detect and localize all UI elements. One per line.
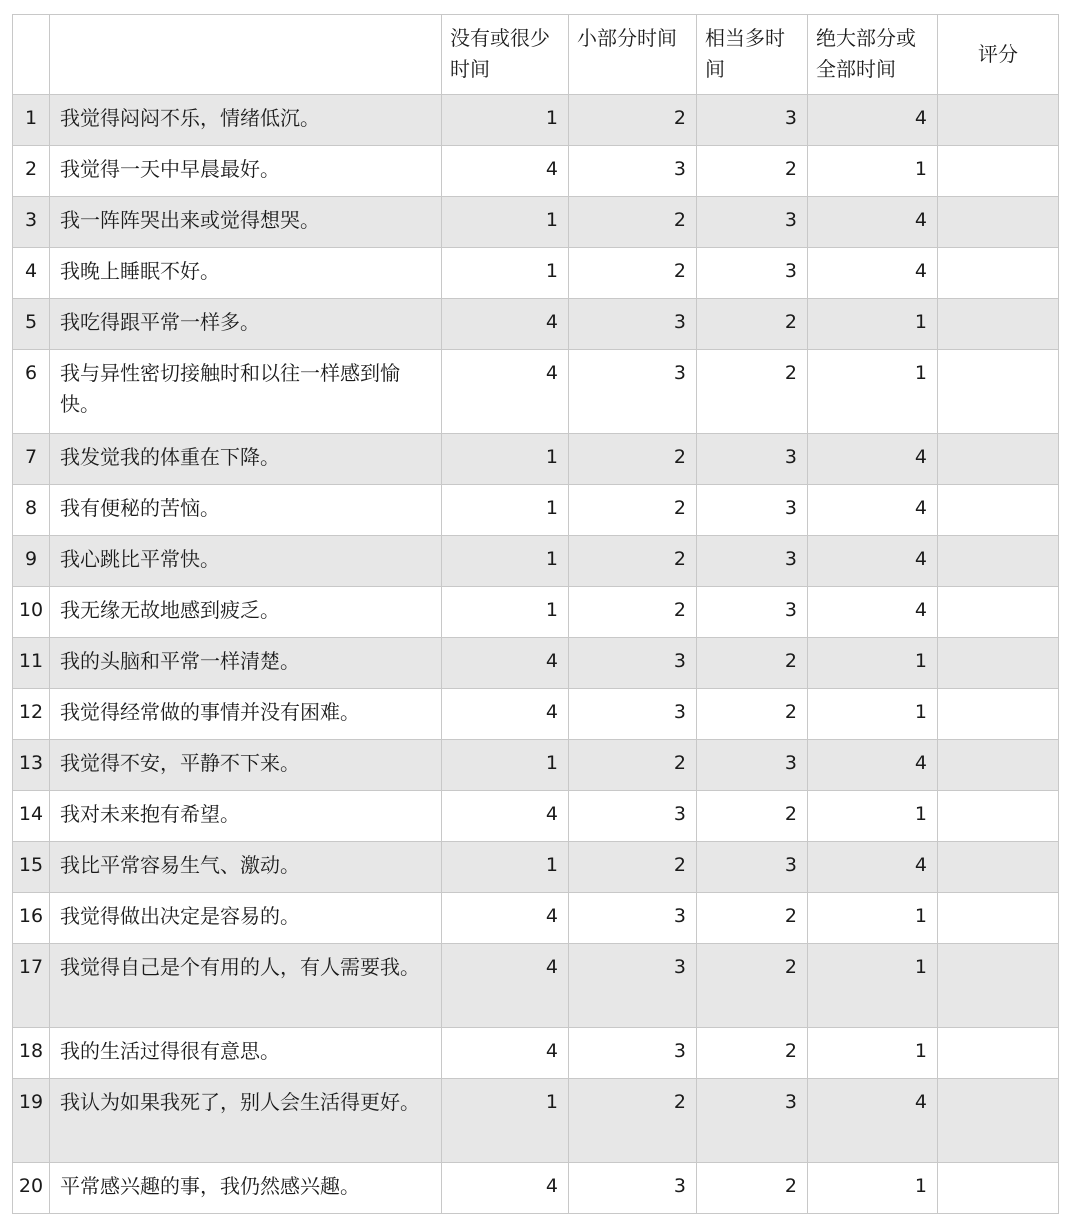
option-rarely-value: 1 xyxy=(442,434,569,485)
option-often-value: 2 xyxy=(697,146,808,197)
option-rarely-value: 4 xyxy=(442,689,569,740)
option-often-value: 2 xyxy=(697,689,808,740)
score-cell[interactable] xyxy=(938,944,1059,1028)
option-often-value: 3 xyxy=(697,842,808,893)
score-cell[interactable] xyxy=(938,638,1059,689)
score-cell[interactable] xyxy=(938,587,1059,638)
item-number: 14 xyxy=(13,791,50,842)
table-row xyxy=(13,248,1059,299)
table-row xyxy=(13,146,1059,197)
score-cell[interactable] xyxy=(938,248,1059,299)
option-rarely-value: 4 xyxy=(442,944,569,1028)
table-row xyxy=(13,944,1059,1028)
option-mostly-value: 4 xyxy=(808,248,938,299)
option-rarely-value: 1 xyxy=(442,248,569,299)
option-rarely-value: 1 xyxy=(442,1079,569,1163)
item-number: 4 xyxy=(13,248,50,299)
option-often-value: 2 xyxy=(697,944,808,1028)
item-text: 我觉得自己是个有用的人，有人需要我。 xyxy=(50,944,442,1028)
score-cell[interactable] xyxy=(938,95,1059,146)
score-cell[interactable] xyxy=(938,740,1059,791)
score-cell[interactable] xyxy=(938,1079,1059,1163)
header-option-often: 相当多时间 xyxy=(697,15,808,95)
table-row xyxy=(13,485,1059,536)
option-sometimes-value: 3 xyxy=(569,893,697,944)
item-number: 13 xyxy=(13,740,50,791)
option-mostly-value: 4 xyxy=(808,1079,938,1163)
option-mostly-value: 4 xyxy=(808,536,938,587)
option-rarely-value: 4 xyxy=(442,638,569,689)
option-mostly-value: 1 xyxy=(808,299,938,350)
score-cell[interactable] xyxy=(938,350,1059,434)
option-often-value: 2 xyxy=(697,299,808,350)
table-row xyxy=(13,536,1059,587)
option-often-value: 3 xyxy=(697,536,808,587)
item-text: 我吃得跟平常一样多。 xyxy=(50,299,442,350)
header-option-rarely: 没有或很少时间 xyxy=(442,15,569,95)
header-score: 评分 xyxy=(938,15,1059,95)
option-rarely-value: 4 xyxy=(442,791,569,842)
option-mostly-value: 1 xyxy=(808,146,938,197)
option-mostly-value: 1 xyxy=(808,689,938,740)
item-text: 我的生活过得很有意思。 xyxy=(50,1028,442,1079)
item-number: 19 xyxy=(13,1079,50,1163)
table-row xyxy=(13,740,1059,791)
score-cell[interactable] xyxy=(938,1028,1059,1079)
item-number: 2 xyxy=(13,146,50,197)
table-row xyxy=(13,893,1059,944)
option-sometimes-value: 2 xyxy=(569,587,697,638)
option-mostly-value: 4 xyxy=(808,587,938,638)
questionnaire-table xyxy=(12,14,1059,1214)
item-number: 1 xyxy=(13,95,50,146)
table-row xyxy=(13,95,1059,146)
option-mostly-value: 1 xyxy=(808,350,938,434)
item-number: 12 xyxy=(13,689,50,740)
option-mostly-value: 1 xyxy=(808,1028,938,1079)
score-cell[interactable] xyxy=(938,536,1059,587)
item-number: 20 xyxy=(13,1163,50,1214)
option-mostly-value: 4 xyxy=(808,197,938,248)
option-often-value: 3 xyxy=(697,587,808,638)
table-row xyxy=(13,638,1059,689)
option-sometimes-value: 2 xyxy=(569,197,697,248)
table-row xyxy=(13,689,1059,740)
item-number: 18 xyxy=(13,1028,50,1079)
option-mostly-value: 1 xyxy=(808,638,938,689)
item-number: 8 xyxy=(13,485,50,536)
item-text: 我与异性密切接触时和以往一样感到愉快。 xyxy=(50,350,442,434)
table-row xyxy=(13,299,1059,350)
option-mostly-value: 4 xyxy=(808,434,938,485)
score-cell[interactable] xyxy=(938,842,1059,893)
item-number: 3 xyxy=(13,197,50,248)
item-text: 我觉得做出决定是容易的。 xyxy=(50,893,442,944)
item-text: 我觉得闷闷不乐，情绪低沉。 xyxy=(50,95,442,146)
option-sometimes-value: 3 xyxy=(569,1163,697,1214)
option-mostly-value: 4 xyxy=(808,842,938,893)
option-often-value: 3 xyxy=(697,434,808,485)
option-mostly-value: 1 xyxy=(808,944,938,1028)
option-mostly-value: 1 xyxy=(808,1163,938,1214)
option-mostly-value: 1 xyxy=(808,791,938,842)
option-rarely-value: 4 xyxy=(442,350,569,434)
item-number: 6 xyxy=(13,350,50,434)
option-sometimes-value: 2 xyxy=(569,740,697,791)
option-rarely-value: 4 xyxy=(442,299,569,350)
option-often-value: 2 xyxy=(697,638,808,689)
option-mostly-value: 4 xyxy=(808,740,938,791)
option-mostly-value: 4 xyxy=(808,485,938,536)
item-text: 平常感兴趣的事，我仍然感兴趣。 xyxy=(50,1163,442,1214)
option-often-value: 3 xyxy=(697,740,808,791)
item-text: 我比平常容易生气、激动。 xyxy=(50,842,442,893)
table-row xyxy=(13,1028,1059,1079)
option-sometimes-value: 3 xyxy=(569,638,697,689)
item-number: 17 xyxy=(13,944,50,1028)
table-row xyxy=(13,197,1059,248)
option-rarely-value: 1 xyxy=(442,740,569,791)
option-mostly-value: 1 xyxy=(808,893,938,944)
item-text: 我发觉我的体重在下降。 xyxy=(50,434,442,485)
option-rarely-value: 1 xyxy=(442,485,569,536)
item-text: 我心跳比平常快。 xyxy=(50,536,442,587)
table-row xyxy=(13,1079,1059,1163)
score-cell[interactable] xyxy=(938,1163,1059,1214)
option-often-value: 3 xyxy=(697,485,808,536)
questionnaire-sheet xyxy=(12,14,1058,1214)
item-number: 16 xyxy=(13,893,50,944)
option-rarely-value: 4 xyxy=(442,1028,569,1079)
table-row xyxy=(13,587,1059,638)
option-sometimes-value: 3 xyxy=(569,791,697,842)
item-text: 我觉得不安，平静不下来。 xyxy=(50,740,442,791)
option-rarely-value: 1 xyxy=(442,197,569,248)
option-often-value: 2 xyxy=(697,1028,808,1079)
item-text: 我晚上睡眠不好。 xyxy=(50,248,442,299)
option-sometimes-value: 3 xyxy=(569,350,697,434)
score-cell[interactable] xyxy=(938,146,1059,197)
item-text: 我无缘无故地感到疲乏。 xyxy=(50,587,442,638)
option-sometimes-value: 2 xyxy=(569,434,697,485)
item-number: 15 xyxy=(13,842,50,893)
option-sometimes-value: 3 xyxy=(569,146,697,197)
item-text: 我觉得经常做的事情并没有困难。 xyxy=(50,689,442,740)
item-text: 我觉得一天中早晨最好。 xyxy=(50,146,442,197)
option-rarely-value: 1 xyxy=(442,536,569,587)
table-row xyxy=(13,791,1059,842)
score-cell[interactable] xyxy=(938,197,1059,248)
option-sometimes-value: 2 xyxy=(569,536,697,587)
item-text: 我一阵阵哭出来或觉得想哭。 xyxy=(50,197,442,248)
option-often-value: 2 xyxy=(697,350,808,434)
header-num xyxy=(13,15,50,95)
option-sometimes-value: 3 xyxy=(569,689,697,740)
item-text: 我有便秘的苦恼。 xyxy=(50,485,442,536)
option-often-value: 2 xyxy=(697,791,808,842)
item-text: 我的头脑和平常一样清楚。 xyxy=(50,638,442,689)
score-cell[interactable] xyxy=(938,434,1059,485)
option-rarely-value: 4 xyxy=(442,146,569,197)
option-sometimes-value: 2 xyxy=(569,1079,697,1163)
option-rarely-value: 4 xyxy=(442,893,569,944)
score-cell[interactable] xyxy=(938,893,1059,944)
table-row xyxy=(13,434,1059,485)
item-number: 9 xyxy=(13,536,50,587)
score-cell[interactable] xyxy=(938,299,1059,350)
option-rarely-value: 1 xyxy=(442,587,569,638)
header-item xyxy=(50,15,442,95)
option-often-value: 3 xyxy=(697,197,808,248)
score-cell[interactable] xyxy=(938,689,1059,740)
table-row xyxy=(13,1163,1059,1214)
option-rarely-value: 1 xyxy=(442,95,569,146)
item-text: 我认为如果我死了，别人会生活得更好。 xyxy=(50,1079,442,1163)
option-sometimes-value: 2 xyxy=(569,248,697,299)
option-sometimes-value: 2 xyxy=(569,842,697,893)
score-cell[interactable] xyxy=(938,485,1059,536)
table-row xyxy=(13,842,1059,893)
option-often-value: 2 xyxy=(697,1163,808,1214)
item-number: 5 xyxy=(13,299,50,350)
item-number: 11 xyxy=(13,638,50,689)
option-sometimes-value: 2 xyxy=(569,95,697,146)
header-row xyxy=(13,15,1059,95)
option-sometimes-value: 2 xyxy=(569,485,697,536)
item-text: 我对未来抱有希望。 xyxy=(50,791,442,842)
option-often-value: 3 xyxy=(697,1079,808,1163)
option-sometimes-value: 3 xyxy=(569,299,697,350)
score-cell[interactable] xyxy=(938,791,1059,842)
header-option-sometimes: 小部分时间 xyxy=(569,15,697,95)
item-number: 7 xyxy=(13,434,50,485)
option-sometimes-value: 3 xyxy=(569,944,697,1028)
option-mostly-value: 4 xyxy=(808,95,938,146)
header-option-mostly: 绝大部分或全部时间 xyxy=(808,15,938,95)
option-often-value: 2 xyxy=(697,893,808,944)
option-often-value: 3 xyxy=(697,95,808,146)
option-sometimes-value: 3 xyxy=(569,1028,697,1079)
option-often-value: 3 xyxy=(697,248,808,299)
option-rarely-value: 1 xyxy=(442,842,569,893)
option-rarely-value: 4 xyxy=(442,1163,569,1214)
item-number: 10 xyxy=(13,587,50,638)
table-row xyxy=(13,350,1059,434)
